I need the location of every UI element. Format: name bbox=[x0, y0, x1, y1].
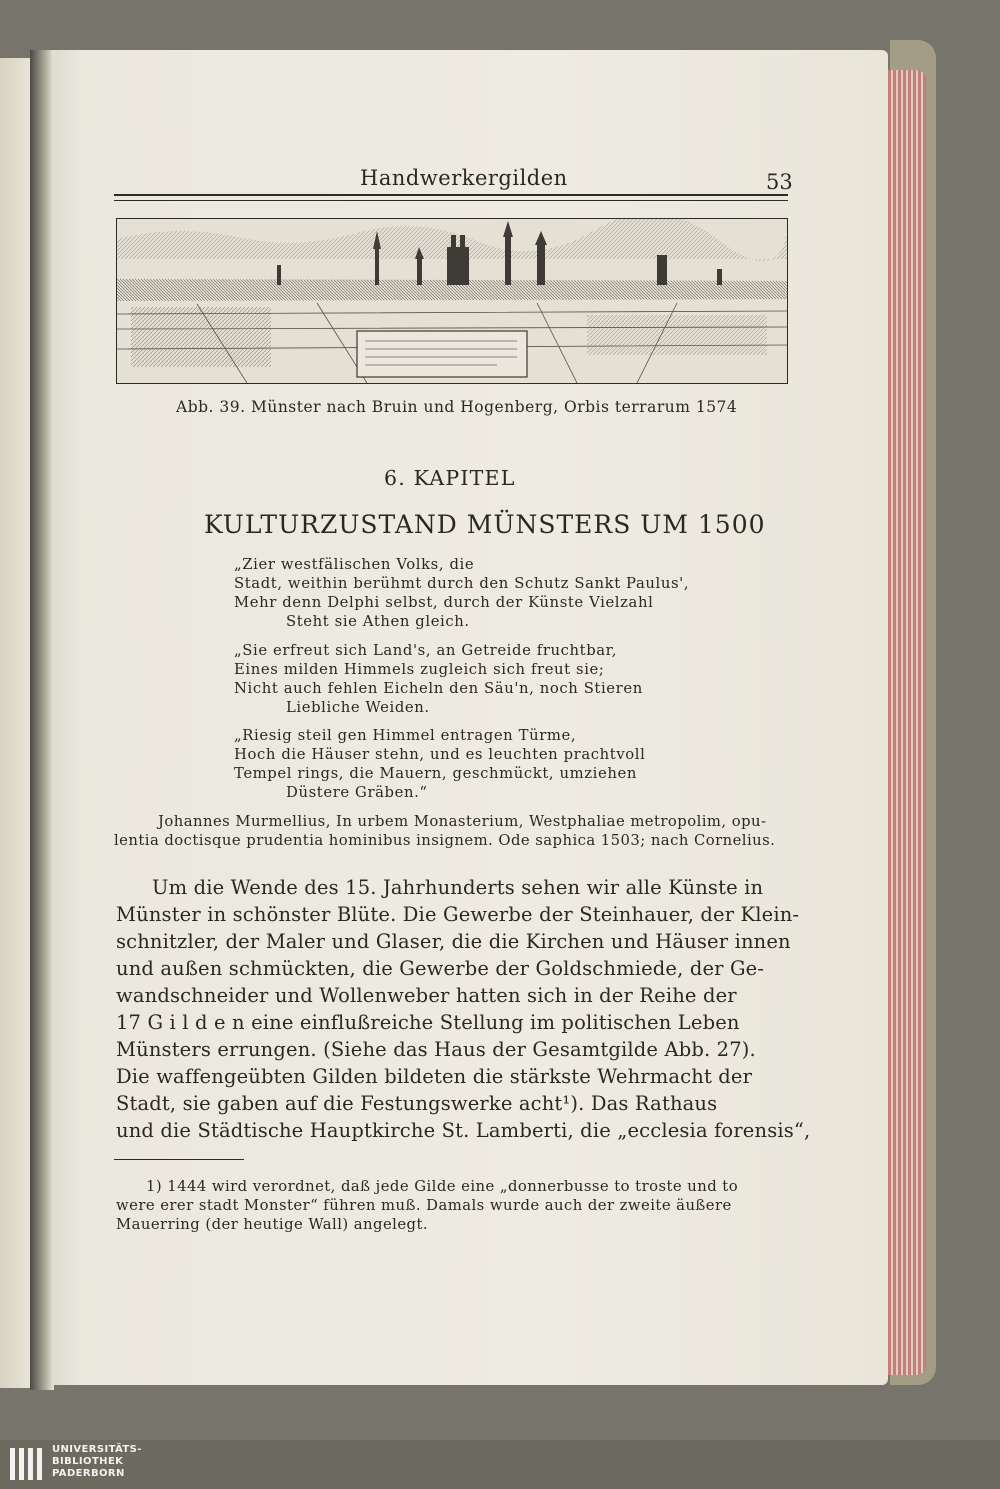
library-logo-icon bbox=[8, 1444, 48, 1484]
engraving-image bbox=[117, 219, 787, 383]
verse-line: Nicht auch fehlen Eicheln den Säu'n, noch Stieren bbox=[234, 680, 643, 697]
body-line: und die Städtische Hauptkirche St. Lamberti, die „ecclesia forensis“, bbox=[116, 1119, 811, 1142]
body-line: 17 G i l d e n eine einflußreiche Stellung im politischen Leben bbox=[116, 1011, 740, 1034]
library-footer bbox=[0, 1440, 1000, 1489]
chapter-label: 6. KAPITEL bbox=[384, 466, 516, 490]
library-name-line: BIBLIOTHEK bbox=[52, 1456, 124, 1467]
library-name-line: PADERBORN bbox=[52, 1468, 125, 1479]
body-line: wandschneider und Wollenweber hatten sich in der Reihe der bbox=[116, 984, 737, 1007]
verse-line: Eines milden Himmels zugleich sich freut sie; bbox=[234, 661, 605, 678]
body-line: schnitzler, der Maler und Glaser, die die Kirchen und Häuser innen bbox=[116, 930, 791, 953]
header-rule bbox=[114, 194, 788, 196]
body-line: Um die Wende des 15. Jahrhunderts sehen wir alle Künste in bbox=[152, 876, 764, 899]
city-view-engraving bbox=[116, 218, 788, 384]
body-line: und außen schmückten, die Gewerbe der Goldschmiede, der Ge- bbox=[116, 957, 765, 980]
library-name bbox=[52, 1444, 142, 1480]
body-line: Die waffengeübten Gilden bildeten die stärkste Wehrmacht der bbox=[116, 1065, 753, 1088]
left-page-edge bbox=[0, 58, 30, 1388]
body-line: Stadt, sie gaben auf die Festungswerke acht¹). Das Rathaus bbox=[116, 1092, 718, 1115]
verse-line: „Zier westfälischen Volks, die bbox=[234, 556, 475, 573]
attribution-line: lentia doctisque prudentia hominibus insignem. Ode saphica 1503; nach Cornelius. bbox=[114, 832, 776, 849]
verse-line: Düstere Gräben.“ bbox=[286, 784, 428, 801]
footnote-line: 1) 1444 wird verordnet, daß jede Gilde eine „donnerbusse to troste und to bbox=[146, 1178, 739, 1195]
verse-line: Stadt, weithin berühmt durch den Schutz Sankt Paulus', bbox=[234, 575, 690, 592]
body-line: Münster in schönster Blüte. Die Gewerbe der Steinhauer, der Klein- bbox=[116, 903, 800, 926]
book-gutter bbox=[30, 50, 54, 1390]
verse-line: Steht sie Athen gleich. bbox=[286, 613, 470, 630]
footnote-rule bbox=[114, 1159, 244, 1160]
body-line: Münsters errungen. (Siehe das Haus der Gesamtgilde Abb. 27). bbox=[116, 1038, 756, 1061]
chapter-title: KULTURZUSTAND MÜNSTERS UM 1500 bbox=[204, 510, 766, 539]
verse-line: Tempel rings, die Mauern, geschmückt, umziehen bbox=[234, 765, 637, 782]
header-rule-thin bbox=[114, 200, 788, 201]
figure-caption: Abb. 39. Münster nach Bruin und Hogenberg, Orbis terrarum 1574 bbox=[176, 398, 738, 416]
attribution-line: Johannes Murmellius, In urbem Monasterium, Westphaliae metropolim, opu- bbox=[158, 813, 767, 830]
footnote-line: Mauerring (der heutige Wall) angelegt. bbox=[116, 1216, 429, 1233]
verse-line: Hoch die Häuser stehn, und es leuchten prachtvoll bbox=[234, 746, 646, 763]
page-number: 53 bbox=[766, 170, 793, 194]
library-name-line: UNIVERSITÄTS- bbox=[52, 1444, 142, 1455]
running-title: Handwerkergilden bbox=[360, 166, 568, 190]
verse-line: „Riesig steil gen Himmel entragen Türme, bbox=[234, 727, 577, 744]
verse-line: Mehr denn Delphi selbst, durch der Künste Vielzahl bbox=[234, 594, 654, 611]
footnote-line: were erer stadt Monster“ führen muß. Damals wurde auch der zweite äußere bbox=[116, 1197, 732, 1214]
verse-line: Liebliche Weiden. bbox=[286, 699, 430, 716]
verse-line: „Sie erfreut sich Land's, an Getreide fruchtbar, bbox=[234, 642, 618, 659]
